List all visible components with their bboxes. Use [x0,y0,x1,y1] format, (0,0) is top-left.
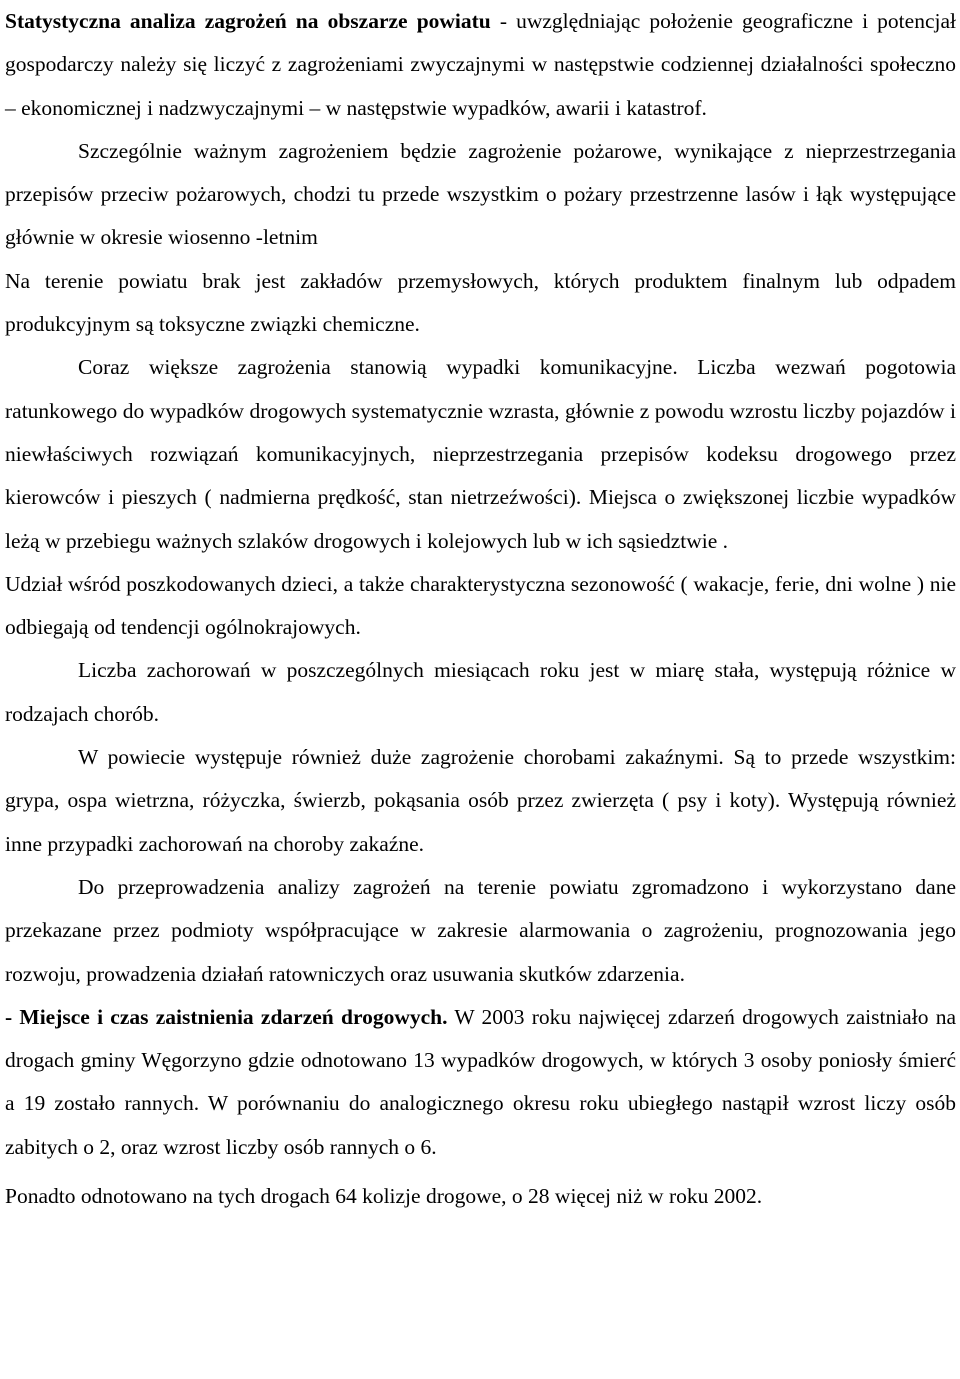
paragraph-text: W powiecie występuje również duże zagrożenie chorobami zakaźnymi. Są to przede wszystkim: grypa, ospa wietrzna, różyczka, świerzb, pokąsania osób przez zwierzęta ( psy i koty). Występują również inne przypadki zachorowań na choroby zakaźne. [5,745,956,856]
paragraph-text: Ponadto odnotowano na tych drogach 64 kolizje drogowe, o 28 więcej niż w roku 2002. [5,1184,763,1209]
paragraph-text: - uwzględniając położenie geograficzne i potencjał gospodarczy należy się liczyć z zagrożeniami zwyczajnymi w następstwie codziennej działalności społeczno – ekonomicznej i nadzwyczajnymi – w następstwie wypadków, awarii i katastrof. [5,9,956,120]
paragraph-text: W 2003 roku najwięcej zdarzeń drogowych zaistniało na drogach gminy Węgorzyno gdzie odnotowano 13 wypadków drogowych, w których 3 osoby poniosły śmierć a 19 zostało rannych. W porównaniu do analogicznego okresu roku ubiegłego nastąpił wzrost liczy osób zabitych o 2, oraz wzrost liczby osób rannych o 6. [5,1004,956,1159]
document-page [5,0,956,1218]
paragraph-illness-rates [5,649,956,736]
paragraph-children-victims [5,563,956,650]
paragraph-hazard-analysis [5,0,956,130]
paragraph-text: Do przeprowadzenia analizy zagrożeń na terenie powiatu zgromadzono i wykorzystano dane przekazane przez podmioty współpracujące w zakresie alarmowania o zagrożeniu, prognozowania jego rozwoju, prowadzenia działań ratowniczych oraz usuwania skutków zdarzenia. [5,874,956,986]
paragraph-road-incidents [5,996,956,1169]
paragraph-text: Liczba zachorowań w poszczególnych miesiącach roku jest w miarę stała, występują różnice w rodzajach chorób. [5,658,956,726]
paragraph-infectious-diseases [5,736,956,866]
paragraph-text: Coraz większe zagrożenia stanowią wypadki komunikacyjne. Liczba wezwań pogotowia ratunkowego do wypadków drogowych systematycznie wzrasta, głównie z powodu wzrostu liczby pojazdów i niewłaściwych rozwiązań komunikacyjnych, nieprzestrzegania przepisów kodeksu drogowego przez kierowców i pieszych ( nadmierna prędkość, stan nietrzeźwości). Miejsca o zwiększonej liczbie wypadków leżą w przebiegu ważnych szlaków drogowych i kolejowych lub w ich sąsiedztwie . [5,355,956,553]
paragraph-collisions [5,1175,956,1218]
paragraph-traffic-accidents [5,346,956,562]
paragraph-industrial-plants [5,260,956,347]
section-heading-hazard-analysis: Statystyczna analiza zagrożeń na obszarze powiatu [5,9,491,33]
paragraph-text: Udział wśród poszkodowanych dzieci, a także charakterystyczna sezonowość ( wakacje, ferie, dni wolne ) nie odbiegają od tendencji ogólnokrajowych. [5,571,956,640]
paragraph-text: Szczególnie ważnym zagrożeniem będzie zagrożenie pożarowe, wynikające z nieprzestrzegania przepisów przeciw pożarowych, chodzi tu przede wszystkim o pożary przestrzenne lasów i łąk występujące głównie w okresie wiosenno -letnim [5,138,956,250]
paragraph-text: Na terenie powiatu brak jest zakładów przemysłowych, których produktem finalnym lub odpadem produkcyjnym są toksyczne związki chemiczne. [5,268,956,337]
paragraph-fire-hazard [5,130,956,260]
paragraph-data-sources [5,866,956,996]
section-heading-road-incidents: - Miejsce i czas zaistnienia zdarzeń drogowych. [5,1004,448,1029]
